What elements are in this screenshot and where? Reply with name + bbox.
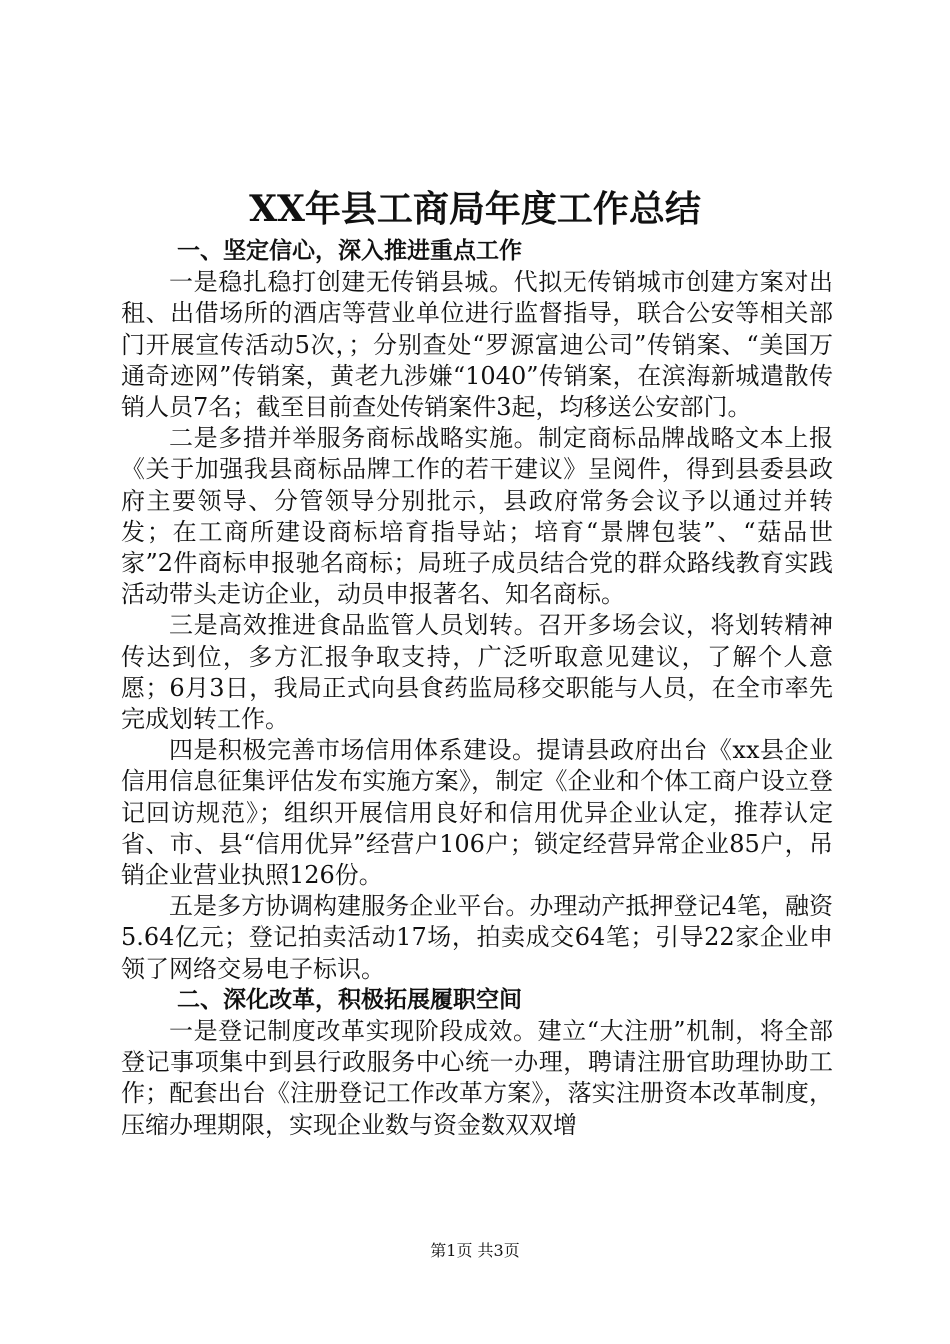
document-body — [121, 236, 833, 1141]
paragraph: 三是高效推进食品监管人员划转。召开多场会议，将划转精神传达到位，多方汇报争取支持，广泛听取意见建议，了解个人意愿；6月3日，我局正式向县食药监局移交职能与人员，在全市率先完成划转工作。 — [121, 611, 833, 734]
page-footer: 第1页 共3页 — [430, 1241, 520, 1260]
section-heading: 二、深化改革，积极拓展履职空间 — [177, 986, 522, 1013]
document-title: XX年县工商局年度工作总结 — [249, 188, 701, 230]
paragraph: 五是多方协调构建服务企业平台。办理动产抵押登记4笔，融资5.64亿元；登记拍卖活动17场，拍卖成交64笔；引导22家企业申领了网络交易电子标识。 — [121, 892, 833, 983]
section-heading: 一、坚定信心，深入推进重点工作 — [177, 238, 522, 264]
paragraph: 一是稳扎稳打创建无传销县城。代拟无传销城市创建方案对出租、出借场所的酒店等营业单位进行监督指导，联合公安等相关部门开展宣传活动5次，；分别查处“罗源富迪公司”传销案、“美国万通奇迹网”传销案，黄老九涉嫌“1040”传销案，在滨海新城遣散传销人员7名；截至目前查处传销案件3起，均移送公安部门。 — [121, 268, 833, 422]
paragraph: 四是积极完善市场信用体系建设。提请县政府出台《xx县企业信用信息征集评估发布实施方案》，制定《企业和个体工商户设立登记回访规范》；组织开展信用良好和信用优异企业认定，推荐认定省、市、县“信用优异”经营户106户；锁定经营异常企业85户，吊销企业营业执照126份。 — [121, 736, 833, 890]
paragraph: 一是登记制度改革实现阶段成效。建立“大注册”机制，将全部登记事项集中到县行政服务中心统一办理，聘请注册官助理协助工作；配套出台《注册登记工作改革方案》，落实注册资本改革制度，压缩办理期限，实现企业数与资金数双双增 — [121, 1017, 833, 1139]
paragraph: 二是多措并举服务商标战略实施。制定商标品牌战略文本上报《关于加强我县商标品牌工作的若干建议》呈阅件，得到县委县政府主要领导、分管领导分别批示，县政府常务会议予以通过并转发；在工商所建设商标培育指导站；培育“景牌包装”、“菇品世家”2件商标申报驰名商标；局班子成员结合党的群众路线教育实践活动带头走访企业，动员申报著名、知名商标。 — [121, 424, 833, 609]
